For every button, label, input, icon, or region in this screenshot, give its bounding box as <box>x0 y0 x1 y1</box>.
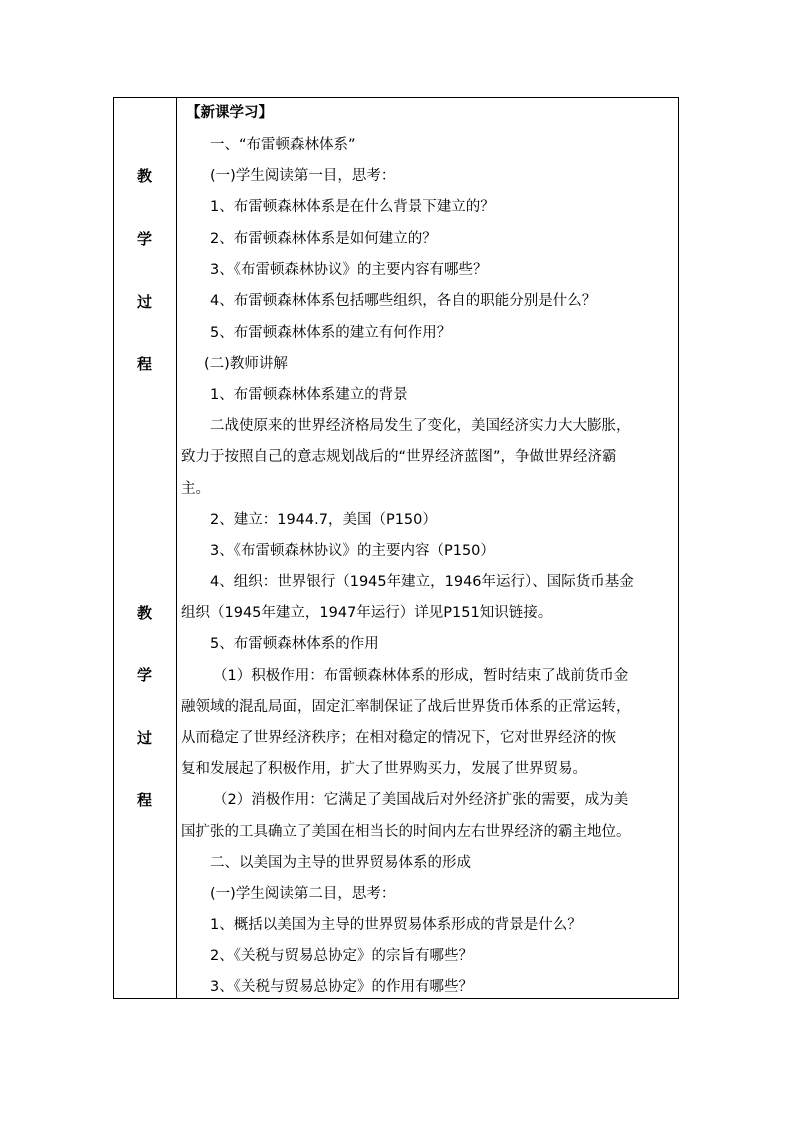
content-line: 1、概括以美国为主导的世界贸易体系形成的背景是什么？ <box>210 917 582 933</box>
content-line: 2、建立：1944.7，美国（P150） <box>210 512 437 528</box>
content-line: 4、组织：世界银行（1945年建立，1946年运行）、国际货币基金 <box>210 574 634 590</box>
content-line: 二、以美国为主导的世界贸易体系的形成 <box>210 855 471 871</box>
content-line: 1、布雷顿森林体系建立的背景 <box>210 387 408 403</box>
side-label-char: 程 <box>136 791 152 809</box>
content-line: 国扩张的工具确立了美国在相当长的时间内左右世界经济的霸主地位。 <box>181 824 631 840</box>
side-label-char: 教 <box>136 167 152 185</box>
content-line: (一)学生阅读第二目，思考： <box>210 886 396 902</box>
side-label-char: 学 <box>136 666 152 684</box>
content-line: 3、《布雷顿森林协议》的主要内容（P150） <box>210 543 495 559</box>
side-label-char: 程 <box>136 355 152 373</box>
content-line: (一)学生阅读第一目，思考： <box>210 168 396 184</box>
content-line: 2、布雷顿森林体系是如何建立的？ <box>210 231 437 247</box>
content-line: 2、《关税与贸易总协定》的宗旨有哪些？ <box>210 948 473 964</box>
content-line: 组织（1945年建立，1947年运行）详见P151知识链接。 <box>181 605 553 621</box>
side-label-char: 过 <box>136 293 152 311</box>
content-line: 5、布雷顿森林体系的作用 <box>210 636 379 652</box>
content-line: 一、“布雷顿森林体系” <box>210 137 356 153</box>
content-line: 致力于按照自己的意志规划战后的“世界经济蓝图”，争做世界经济霸 <box>181 449 617 465</box>
side-label-char: 教 <box>136 604 152 622</box>
content-line: 4、布雷顿森林体系包括哪些组织，各自的职能分别是什么？ <box>210 293 597 309</box>
column-divider <box>176 97 177 999</box>
content-line: 融领域的混乱局面，固定汇率制保证了战后世界货币体系的正常运转， <box>181 699 631 715</box>
content-line: 3、《布雷顿森林协议》的主要内容有哪些？ <box>210 262 488 278</box>
side-label-char: 学 <box>136 230 152 248</box>
content-line: 5、布雷顿森林体系的建立有何作用？ <box>210 325 452 341</box>
content-line: 1、布雷顿森林体系是在什么背景下建立的？ <box>210 199 495 215</box>
section-heading: 【新课学习】 <box>186 105 273 121</box>
content-line: （1）积极作用：布雷顿森林体系的形成，暂时结束了战前货币金 <box>213 668 629 684</box>
content-line: 复和发展起了积极作用，扩大了世界购买力，发展了世界贸易。 <box>181 761 587 777</box>
content-line: 3、《关税与贸易总协定》的作用有哪些？ <box>210 979 473 995</box>
content-line: 主。 <box>181 481 210 497</box>
side-label-char: 过 <box>136 729 152 747</box>
content-line: （2）消极作用：它满足了美国战后对外经济扩张的需要，成为美 <box>213 792 629 808</box>
content-line: (二)教师讲解 <box>204 356 288 372</box>
content-line: 从而稳定了世界经济秩序；在相对稳定的情况下，它对世界经济的恢 <box>181 730 616 746</box>
content-line: 二战使原来的世界经济格局发生了变化，美国经济实力大大膨胀， <box>210 418 631 434</box>
